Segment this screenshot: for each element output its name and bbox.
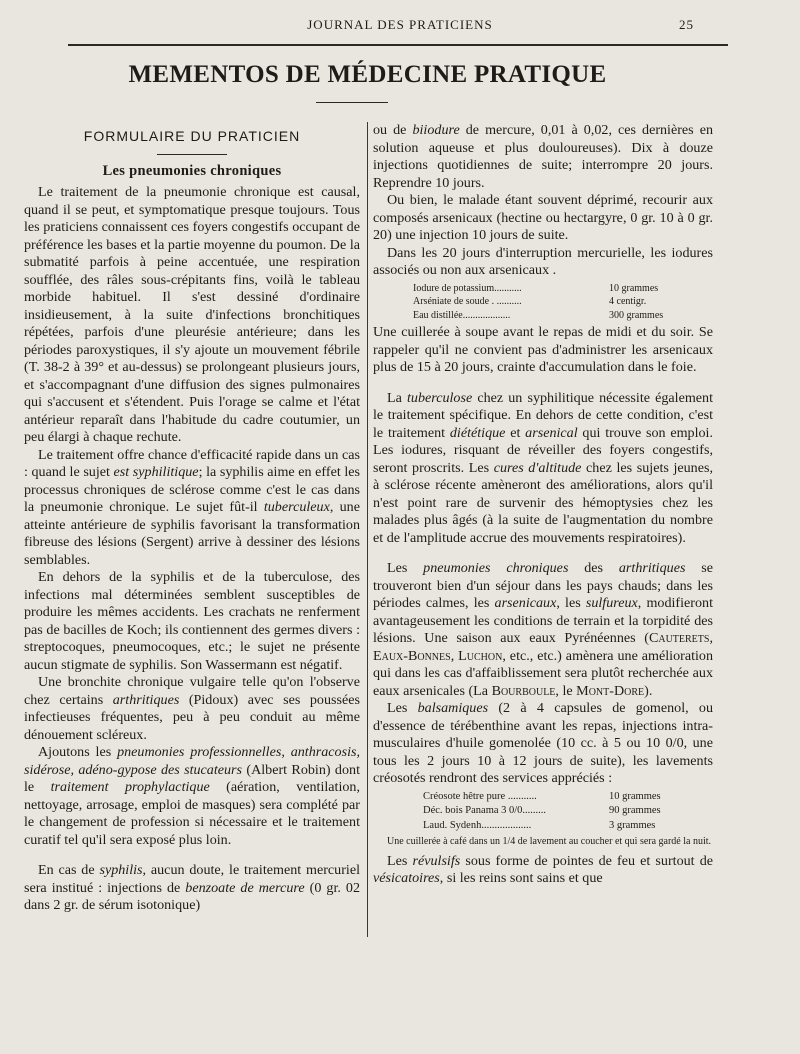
paragraph: Une cuillerée à soupe avant le repas de midi et du soir. Se rappeler qu'il ne convient pas d'administrer les arsenicaux plus de 15 à 20 jours, crainte d'accumulation dans le foie. bbox=[373, 324, 713, 375]
page-number: 25 bbox=[679, 17, 694, 32]
paragraph: Ou bien, le malade étant souvent déprimé, recourir aux composés arsenicaux (hectine ou hectargyre, 0 gr. 10 à 0 gr. 20) une injection 10 jours de suite. bbox=[373, 192, 713, 243]
subsection-heading: Les pneumonies chroniques bbox=[102, 162, 282, 179]
paragraph: Le traitement de la pneumonie chronique est causal, quand il se peut, et symptomatique presque toujours. Tous les praticiens connaissent ces foyers congestifs occupant de préférence les bases et la partie moyenne du poumon. De la submatité parfois à peine accentuée, une respiration soufflée, des râles sous-crépitants fins, voilà le tableau morbide habituel. Il s'est dessiné d'ordinaire insidieusement, à la suite d'infections bronchitiques répétées, parfois d'une pleurésie antérieure; dans les périodes paroxystiques, il s'y ajoute un mouvement fébrile (T. 38-2 à 39° et au-dessus) se prolongeant plusieurs jours, et s'accompagnant d'une diffusion des signes pulmonaires qui s'accusent et s'étendent. Puis l'orage se calme et l'état antérieur reparaît dans l'habitude du cadre coutumier, un peu élargi à chaque rechute. bbox=[24, 184, 360, 445]
section-heading: FORMULAIRE DU PRATICIEN bbox=[83, 128, 301, 144]
paragraph: En dehors de la syphilis et de la tuberculose, des infections mal déterminées semblent susceptibles de produire les mêmes accidents. Les crachats ne renferment pas de bacilles de Koch; ils contiennent des germes divers : streptocoques, pneumocoques, etc.; le sujet ne présente aucun stigmate de syphilis. Son Wassermann est négatif. bbox=[24, 569, 360, 673]
header-rule bbox=[68, 44, 728, 46]
paragraph: Le traitement offre chance d'efficacité rapide dans un cas : quand le sujet est syphilitique; la syphilis aime en effet les processus chroniques de sclérose comme c'est le cas dans la pneumonie chronique. Le sujet fût-il tuberculeux, une atteinte antérieure de syphilis favorisant la transformation fibreuse des lésions (Sergent) arrive à dessiner des lésions semblables. bbox=[24, 446, 360, 568]
running-header bbox=[0, 17, 800, 37]
section-rule bbox=[157, 154, 227, 155]
paragraph: Les révulsifs sous forme de pointes de feu et surtout de vésicatoires, si les reins sont sains et que bbox=[373, 852, 713, 886]
prescription-line: Déc. bois Panama 3 0/0......... 90 grammes bbox=[423, 805, 661, 816]
prescription-line: Créosote hêtre pure ........... 10 grammes bbox=[423, 790, 661, 802]
prescription-note: Une cuillerée à café dans un 1/4 de lavement au coucher et qui sera gardé la nuit. bbox=[387, 836, 712, 847]
right-column bbox=[373, 122, 713, 888]
left-column bbox=[24, 122, 360, 915]
paragraph: Les pneumonies chroniques des arthritiques se trouveront bien d'un séjour dans les pays chauds; dans les périodes calmes, les arsenicaux, les sulfureux, modifieront avantageusement les conditions de terrain et la torpidité des lésions. Une saison aux eaux Pyrénéennes (Cauterets, Eaux-Bonnes, Luchon, etc., etc.) amènera une amélioration qui dans les cas d'affaiblissement sera plutôt recherchée aux eaux arsenicales (La Bourboule, le Mont-Dore). bbox=[373, 560, 713, 699]
paragraph: En cas de syphilis, aucun doute, le traitement mercuriel sera institué : injections de benzoate de mercure (0 gr. 02 dans 2 gr. de sérum isotonique) bbox=[24, 862, 360, 913]
column-divider bbox=[367, 122, 368, 937]
prescription-line: Arséniate de soude . .......... 4 centigr. bbox=[413, 296, 647, 307]
prescription-iodides bbox=[413, 282, 713, 323]
paragraph: Une bronchite chronique vulgaire telle qu'on l'observe chez certains arthritiques (Pidoux) avec ses poussées infectieuses fréquentes, peu à peu conduit au même dénouement scléreux. bbox=[24, 674, 360, 743]
paragraph: ou de biiodure de mercure, 0,01 à 0,02, ces dernières en solution aqueuse et plus douloureuses). Dix à douze injections quotidiennes de suite; interrompre 20 jours. Reprendre 10 jours. bbox=[373, 122, 713, 191]
journal-title: JOURNAL DES PRATICIENS bbox=[307, 17, 493, 32]
prescription-line: Iodure de potassium........... 10 grammes bbox=[413, 282, 659, 294]
page-title: MEMENTOS DE MÉDECINE PRATIQUE bbox=[128, 61, 607, 88]
prescription-enema bbox=[423, 790, 713, 834]
paragraph: La tuberculose chez un syphilitique nécessite également le traitement spécifique. En dehors de cette condition, c'est le traitement diététique et arsenical qui trouve son emploi. Les iodures, risquant de réveiller des foyers congestifs, seront proscrits. Les cures d'altitude chez les sujets jeunes, à sclérose récente amèneront des améliorations, alors qu'il n'est point rare de survenir des hémoptysies chez les malades plus âgés (à la suite de l'augmentation du nombre et de l'amplitude accrue des mouvements respiratoires). bbox=[373, 389, 714, 546]
prescription-line: Laud. Sydenh................... 3 grammes bbox=[423, 819, 656, 831]
paragraph: Ajoutons les pneumonies professionnelles, anthracosis, sidérose, adéno-gypose des stucateurs (Albert Robin) dont le traitement prophylactique (aération, ventilation, nettoyage, arrosage, emploi de masques) sera complété par le changement de profession si nécessaire et le traitement curatif tel qu'il sera exposé plus loin. bbox=[24, 744, 360, 848]
paragraph: Dans les 20 jours d'interruption mercurielle, les iodures associés ou non aux arsenicaux . bbox=[373, 244, 713, 278]
title-rule bbox=[316, 102, 388, 103]
paragraph: Les balsamiques (2 à 4 capsules de gomenol, ou d'essence de térébenthine avant les repas, injections intra-musculaires d'huile gomenolée (10 cc. à 5 ou 10 0/0, une tous les 2 jours 10 à 12 jours de suite), les lavements créosotés rendront des services appréciés : bbox=[373, 700, 713, 786]
prescription-line: Eau distillée................... 300 grammes bbox=[413, 309, 664, 321]
